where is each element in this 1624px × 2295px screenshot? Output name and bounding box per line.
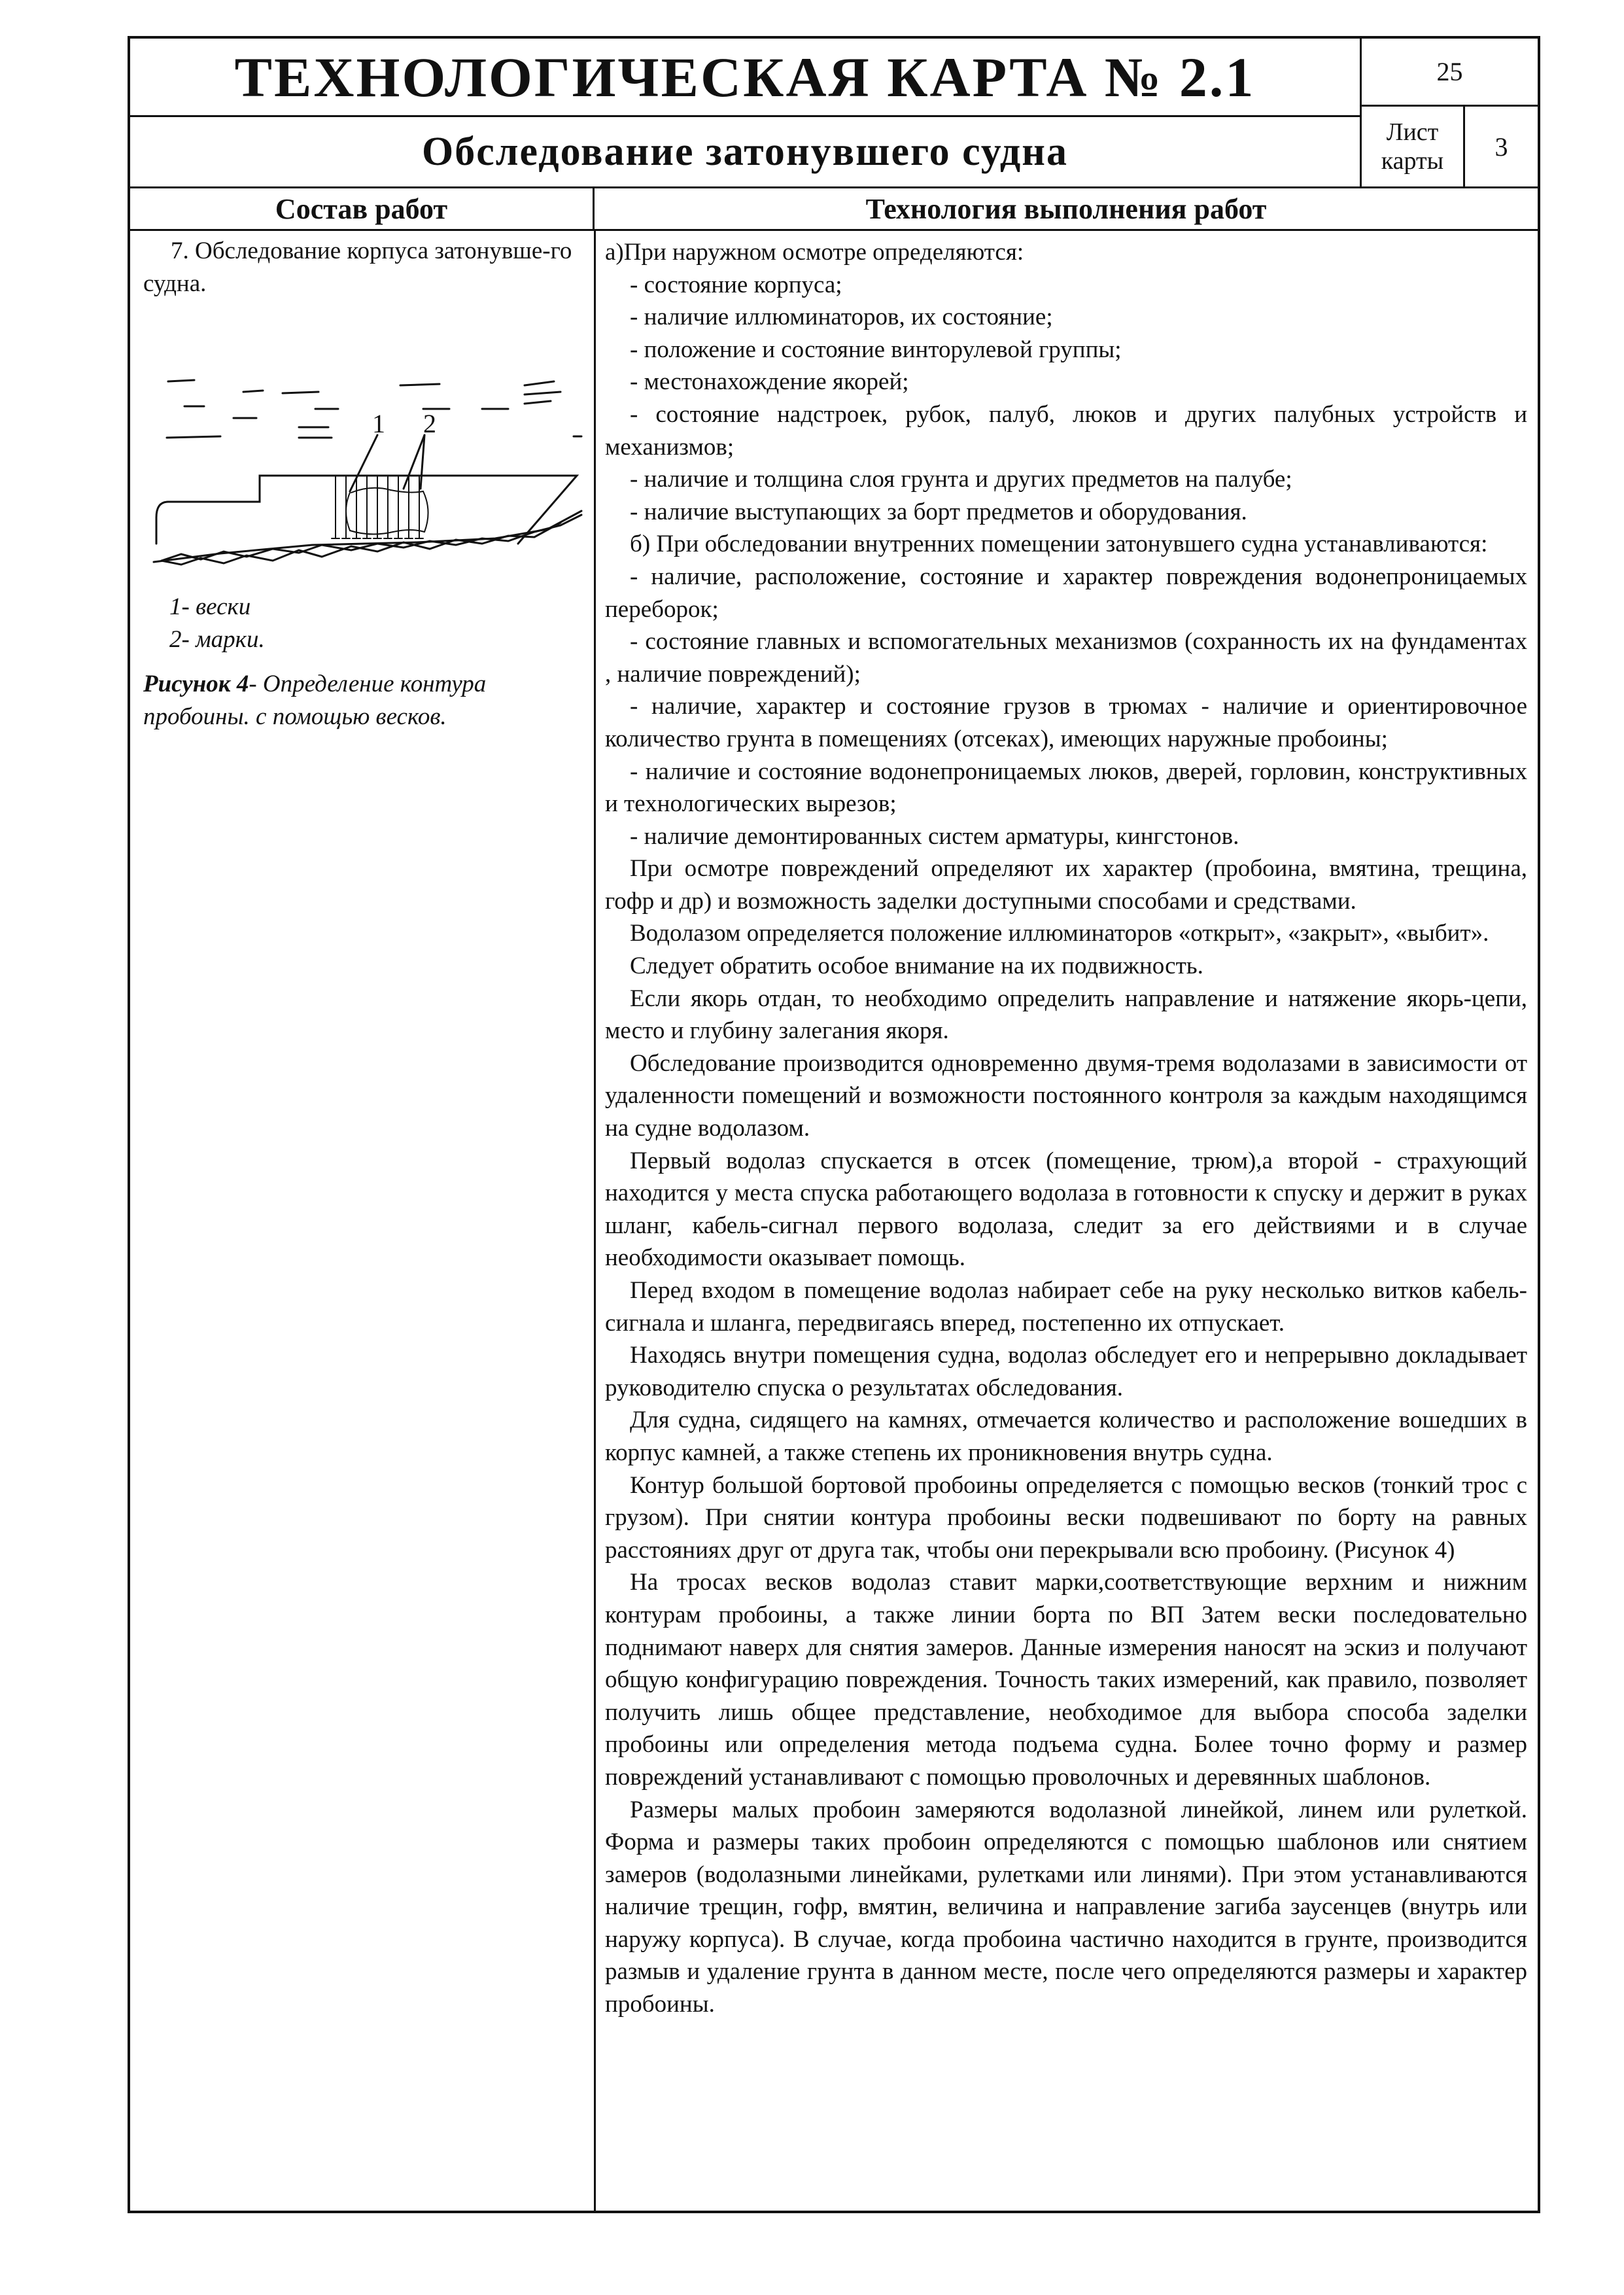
- paragraph: Контур большой бортовой пробоины определяется с помощью весков (тонкий трос с грузом). При снятии контура пробоины вески подвешивают по борту на равных расстояниях друг от друга так, чтобы они перекрывали всю пробоину. (Рисунок 4): [605, 1471, 1527, 1564]
- work-item: 7. Обследование корпуса затонувше-го судна.: [143, 237, 572, 297]
- works-column: [143, 235, 585, 300]
- column-header-technology: Технология выполнения работ: [865, 192, 1267, 225]
- paragraph: Если якорь отдан, то необходимо определить направление и натяжение якорь-цепи, место и глубину залегания якоря.: [605, 985, 1527, 1045]
- paragraph: Для судна, сидящего на камнях, отмечается количество и расположение вошедших в корпус камней, а также степень их проникновения внутрь судна.: [605, 1407, 1527, 1466]
- paragraph: - наличие демонтированных систем арматуры, кингстонов.: [630, 822, 1239, 850]
- page-number: 25: [1362, 39, 1538, 107]
- paragraph: - наличие выступающих за борт предметов и оборудования.: [630, 498, 1247, 525]
- paragraph: Размеры малых пробоин замеряются водолазной линейкой, линем или рулеткой. Форма и размеры таких пробоин определяются с помощью шаблонов или снятием замеров (водолазными линейками, рулетками или линями). При этом устанавливаются наличие трещин, гофр, вмятин, величина и направление загиба заусенцев (внутрь или наружу корпуса). В случае, когда пробоина частично находится в грунте, производится размыв и удаление грунта в данном месте, после чего определяются размеры и характер пробоины.: [605, 1796, 1527, 2018]
- paragraph: - состояние корпуса;: [630, 271, 842, 298]
- paragraph: Следует обратить особое внимание на их подвижность.: [630, 953, 1203, 980]
- paragraph: - наличие и толщина слоя грунта и других предметов на палубе;: [630, 466, 1292, 493]
- sheet-label: [1362, 107, 1465, 186]
- sheet-label-line2: карты: [1381, 147, 1444, 175]
- paragraph: - наличие иллюминаторов, их состояние;: [630, 304, 1053, 331]
- column-header-works: Состав работ: [130, 188, 595, 229]
- legend-item: 1- вески: [169, 593, 251, 620]
- figure-label-2: 2: [423, 409, 436, 438]
- paragraph: На тросах весков водолаз ставит марки,соответствующие верхним и нижним контурам пробоины, а также линии борта по ВП Затем вески последовательно поднимают наверх для снятия замеров. Данные измерения наносят на эскиз и получают общую конфигурацию повреждения. Точность таких измерений, как правило, позволяет получить лишь общее представление, необходимое для выбора способа заделки пробоины или определения метода подъема судна. Более точно форму и размер повреждений устанавливают с помощью проволочных и деревянных шаблонов.: [605, 1569, 1527, 1791]
- paragraph: а)При наружном осмотре определяются:: [605, 239, 1024, 266]
- paragraph: Находясь внутри помещения судна, водолаз обследует его и непрерывно докладывает руководителю спуска о результатах обследования.: [605, 1342, 1527, 1401]
- paragraph: При осмотре повреждений определяют их характер (пробоина, вмятина, трещина, гофр и др) и возможность заделки доступными способами и средствами.: [605, 855, 1527, 915]
- paragraph: б) При обследовании внутренних помещении затонувшего судна устанавливаются:: [630, 531, 1488, 558]
- paragraph: - положение и состояние винторулевой группы;: [630, 336, 1122, 363]
- paragraph: Перед входом в помещение водолаз набирает себе на руку несколько витков кабель-сигнала и шланга, передвигаясь вперед, постепенно их отпускает.: [605, 1277, 1527, 1337]
- page-title: ТЕХНОЛОГИЧЕСКАЯ КАРТА № 2.1: [130, 39, 1362, 117]
- tech-card-frame: [128, 36, 1540, 2213]
- technology-column: [605, 236, 1527, 2021]
- figure-legend: [169, 591, 265, 656]
- paragraph: - местонахождение якорей;: [630, 368, 909, 396]
- hull-breach-figure: [142, 354, 593, 589]
- figure-label-1: 1: [372, 409, 385, 438]
- header: [130, 39, 1538, 186]
- paragraph: Обследование производится одновременно двумя-тремя водолазами в зависимости от удаленности помещений и возможности постоянного контроля за каждым находящимся на судне водолазом.: [605, 1049, 1527, 1142]
- paragraph: - состояние главных и вспомогательных механизмов (сохранность их на фундаментах , наличие повреждений);: [605, 628, 1527, 688]
- paragraph: Первый водолаз спускается в отсек (помещение, трюм),а второй - страхующий находится у места спуска работающего водолаза в готовности к спуску и держит в руках шланг, кабель-сигнал первого водолаза, следит за его действиями и в случае необходимости оказывает помощь.: [605, 1147, 1527, 1272]
- legend-item: 2- марки.: [169, 626, 265, 653]
- sheet-label-line1: Лист: [1386, 118, 1439, 146]
- figure-caption: [143, 668, 585, 733]
- paragraph: - наличие и состояние водонепроницаемых люков, дверей, горловин, конструктивных и технологических вырезов;: [605, 758, 1527, 818]
- paragraph: - наличие, характер и состояние грузов в трюмах - наличие и ориентировочное количество грунта в помещениях (отсеках), имеющих наружные пробоины;: [605, 693, 1527, 752]
- caption-text: - Определение контура пробоины. с помощью весков.: [143, 671, 487, 730]
- column-divider: [594, 231, 596, 2211]
- paragraph: Водолазом определяется положение иллюминаторов «открыт», «закрыт», «выбит».: [630, 920, 1489, 947]
- column-headers: [130, 186, 1538, 231]
- sheet-number: 3: [1494, 131, 1508, 162]
- paragraph: - состояние надстроек, рубок, палуб, люков и других палубных устройств и механизмов;: [605, 400, 1527, 461]
- paragraph: - наличие, расположение, состояние и характер повреждения водонепроницаемых переборок;: [605, 563, 1527, 623]
- caption-number: Рисунок 4: [143, 671, 249, 697]
- page-subtitle: Обследование затонувшего судна: [130, 117, 1362, 186]
